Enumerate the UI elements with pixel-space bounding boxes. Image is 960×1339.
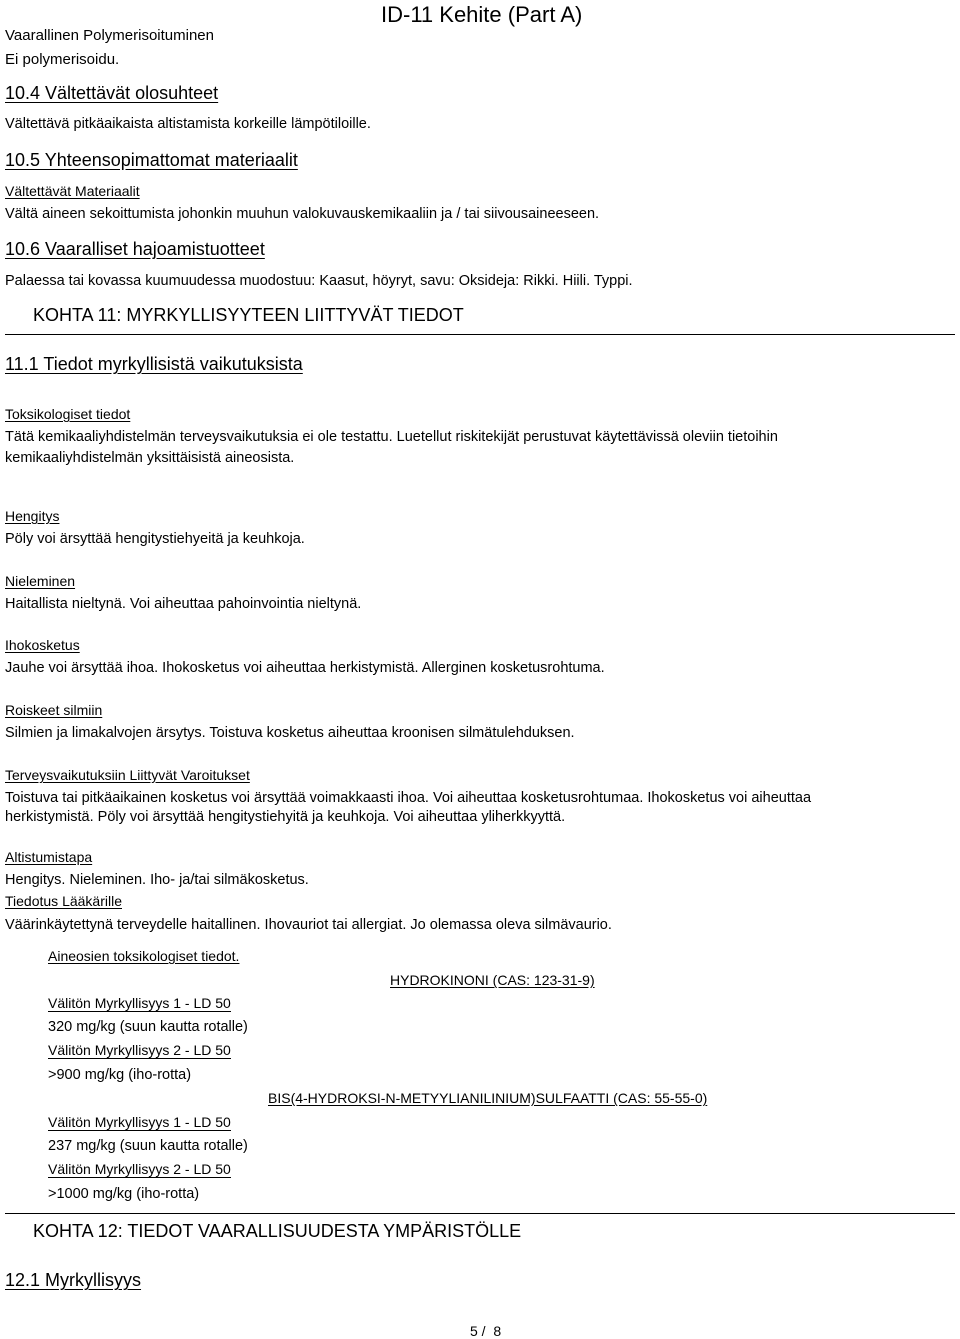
exposure-route-label: Altistumistapa [5,849,93,865]
ingestion-text: Haitallista nieltynä. Voi aiheuttaa pahoinvointia nieltynä. [5,596,362,612]
substance-1-name: HYDROKINONI (CAS: 123-31-9) [390,972,595,988]
substance-2-tox-1-value: 237 mg/kg (suun kautta rotalle) [48,1138,248,1154]
inhalation-label: Hengitys [5,508,60,524]
section-12-1-heading: 12.1 Myrkyllisyys [5,1270,142,1290]
incompatible-materials-text: Vältä aineen sekoittumista johonkin muuhun valokuvauskemikaaliin ja / tai siivousaineeseen. [5,206,600,222]
section-10-6-heading: 10.6 Vaaralliset hajoamistuotteet [5,239,265,259]
polymer-value: Ei polymerisoidu. [5,51,120,68]
ingredients-heading: Aineosien toksikologiset tiedot. [48,948,240,964]
section-10-6-text: Palaessa tai kovassa kuumuudessa muodostuu: Kaasut, höyryt, savu: Oksideja: Rikki. Hiili. Typpi. [5,273,633,289]
tox-info-line-2: kemikaaliyhdistelmän yksittäisistä aineosista. [5,450,295,466]
substance-2-tox-1-label: Välitön Myrkyllisyys 1 - LD 50 [48,1114,231,1130]
substance-1-tox-2-label: Välitön Myrkyllisyys 2 - LD 50 [48,1042,231,1058]
document-title: ID-11 Kehite (Part A) [381,2,583,27]
skin-contact-label: Ihokosketus [5,637,80,653]
health-warnings-label: Terveysvaikutuksiin Liittyvät Varoitukset [5,767,250,783]
section-10-5-heading: 10.5 Yhteensopimattomat materiaalit [5,150,298,170]
physician-note-label: Tiedotus Lääkärille [5,893,122,909]
health-warnings-line-1: Toistuva tai pitkäaikainen kosketus voi ärsyttää voimakkaasti ihoa. Voi aiheuttaa kosketusrohtumaa. Ihokosketus voi aiheuttaa [5,790,812,806]
eye-contact-text: Silmien ja limakalvojen ärsytys. Toistuva kosketus aiheuttaa kroonisen silmätulehduksen. [5,725,575,741]
ingestion-label: Nieleminen [5,573,76,589]
health-warnings-line-2: herkistymistä. Pöly voi ärsyttää hengitystiehyitä ja keuhkoja. Voi aiheuttaa yliherkkyyttä. [5,809,566,825]
section-10-4-text: Vältettävä pitkäaikaista altistamista korkeille lämpötiloille. [5,116,371,132]
tox-info-line-1: Tätä kemikaaliyhdistelmän terveysvaikutuksia ei ole testattu. Luetellut riskitekijät perustuvat käytettävissä oleviin tietoihin [5,429,778,445]
eye-contact-label: Roiskeet silmiin [5,702,103,718]
physician-note-text: Väärinkäytettynä terveydelle haitallinen. Ihovauriot tai allergiat. Jo olemassa oleva silmävaurio. [5,917,612,933]
substance-1-tox-2-value: >900 mg/kg (iho-rotta) [48,1067,192,1083]
page-number: 5 / 8 [470,1323,502,1339]
substance-2-tox-2-value: >1000 mg/kg (iho-rotta) [48,1186,200,1202]
section-11-1-heading: 11.1 Tiedot myrkyllisistä vaikutuksista [5,354,303,374]
skin-contact-text: Jauhe voi ärsyttää ihoa. Ihokosketus voi aiheuttaa herkistymistä. Allerginen kosketusrohtuma. [5,660,605,676]
section-12-title: KOHTA 12: TIEDOT VAARALLISUUDESTA YMPÄRISTÖLLE [33,1221,522,1241]
incompatible-materials-label: Vältettävät Materiaalit [5,183,140,199]
section-11-divider [5,334,955,335]
exposure-route-text: Hengitys. Nieleminen. Iho- ja/tai silmäkosketus. [5,872,309,888]
substance-1-tox-1-label: Välitön Myrkyllisyys 1 - LD 50 [48,995,231,1011]
inhalation-text: Pöly voi ärsyttää hengitystiehyeitä ja keuhkoja. [5,531,305,547]
substance-1-tox-1-value: 320 mg/kg (suun kautta rotalle) [48,1019,248,1035]
substance-2-tox-2-label: Välitön Myrkyllisyys 2 - LD 50 [48,1161,231,1177]
tox-info-label: Toksikologiset tiedot [5,406,131,422]
section-11-title: KOHTA 11: MYRKYLLISYYTEEN LIITTYVÄT TIEDOT [33,305,464,325]
polymer-label: Vaarallinen Polymerisoituminen [5,27,214,44]
section-12-divider [5,1213,955,1214]
substance-2-name: BIS(4-HYDROKSI-N-METYYLIANILINIUM)SULFAATTI (CAS: 55-55-0) [268,1090,708,1106]
section-10-4-heading: 10.4 Vältettävät olosuhteet [5,83,219,103]
